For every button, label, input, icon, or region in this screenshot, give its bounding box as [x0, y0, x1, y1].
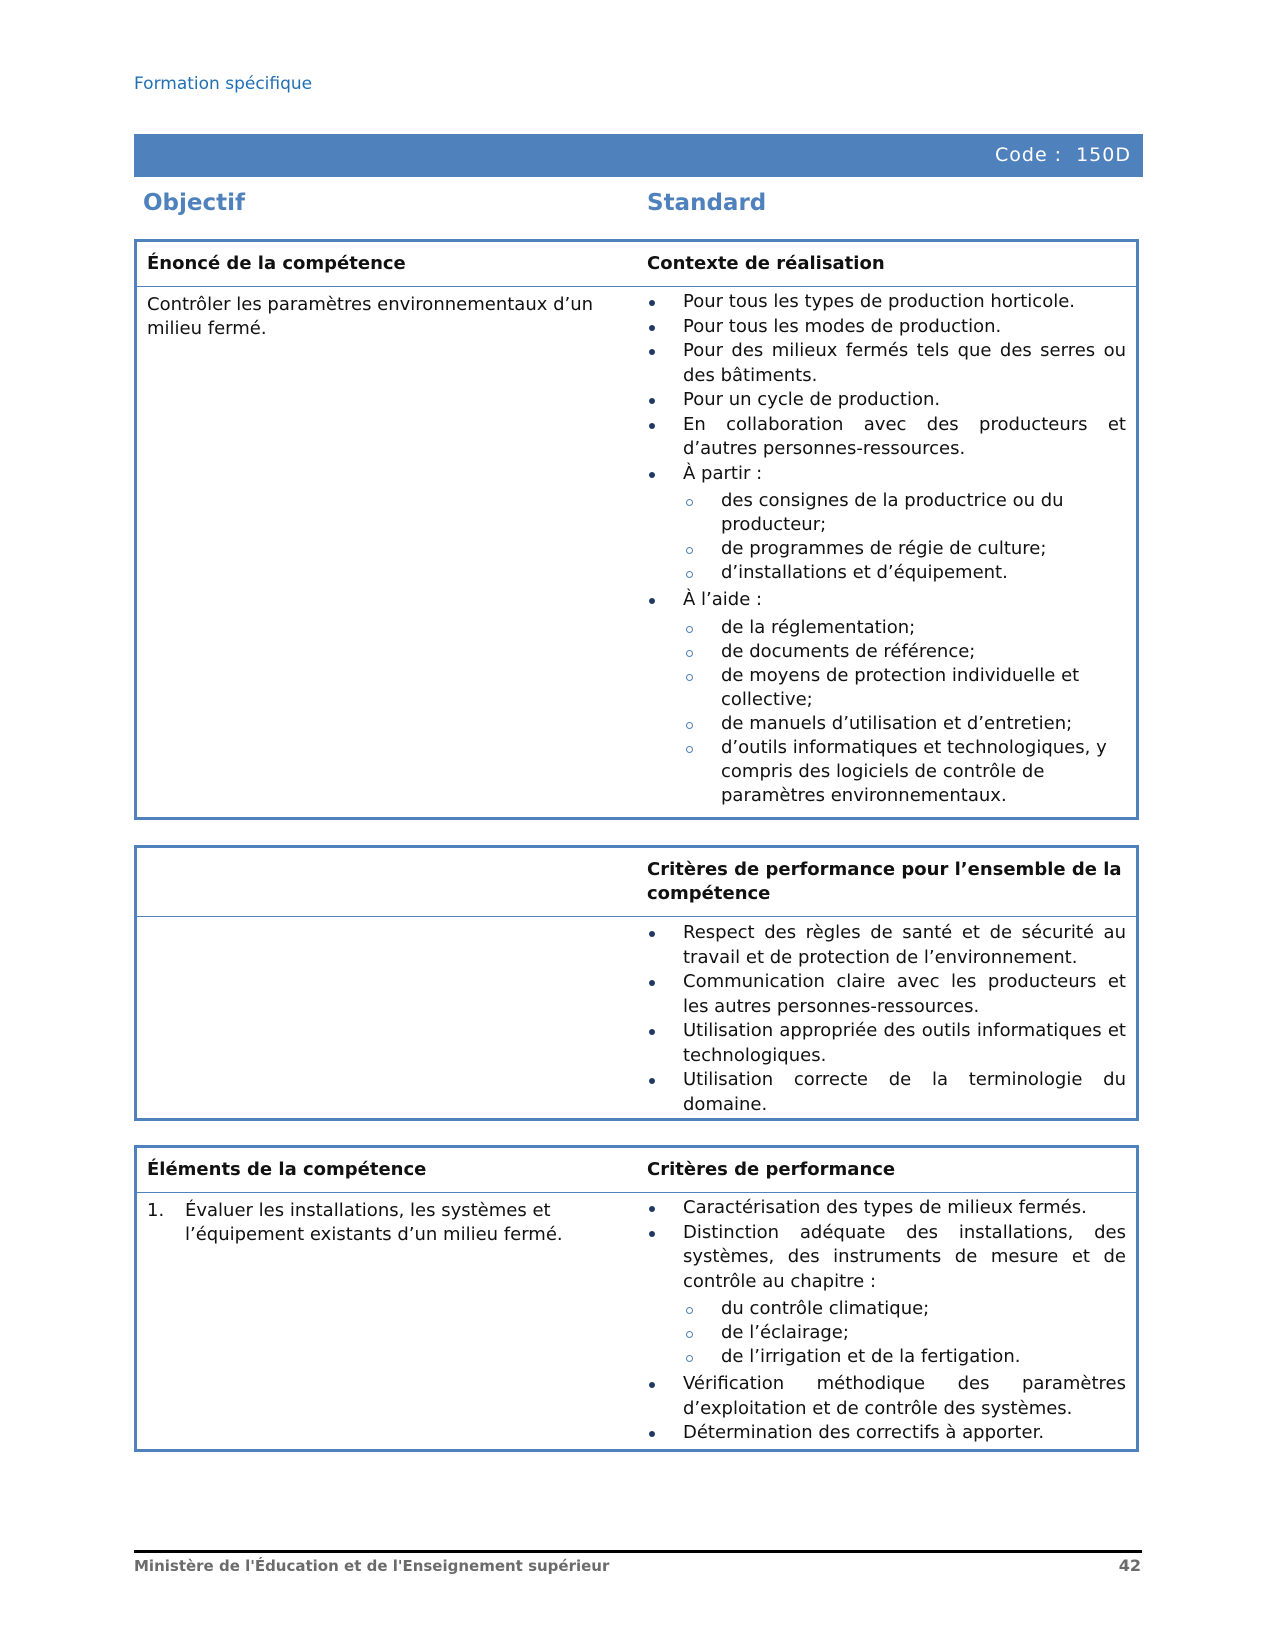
criteria-list	[647, 1196, 1126, 1446]
list-item-text: Pour tous les types de production horticole.	[683, 291, 1076, 312]
empty-cell	[137, 917, 637, 1123]
global-criteria-cell	[637, 917, 1136, 1123]
list-item-text: Vérification méthodique des paramètres d’exploitation et de contrôle des systèmes.	[683, 1373, 1126, 1419]
table-body-row	[137, 1193, 1136, 1452]
running-head: Formation spécifique	[134, 74, 313, 94]
table-header-row	[137, 848, 1136, 917]
list-item	[647, 413, 1126, 462]
elements-criteria-table	[134, 1145, 1139, 1452]
header-contexte: Contexte de réalisation	[647, 253, 885, 274]
list-item	[647, 1421, 1126, 1446]
sub-list-item: de moyens de protection individuelle et collective;	[683, 664, 1126, 712]
page-number: 42	[1118, 1556, 1141, 1575]
header-enonce: Énoncé de la compétence	[147, 253, 406, 274]
sub-list-item: de programmes de régie de culture;	[683, 537, 1126, 561]
element-item	[147, 1199, 597, 1247]
table-body-row	[137, 287, 1136, 817]
sub-list	[683, 1297, 1126, 1369]
context-list	[647, 290, 1126, 808]
list-item-text: Utilisation appropriée des outils informatiques et technologiques.	[683, 1020, 1126, 1066]
sub-list-item: de documents de référence;	[683, 640, 1126, 664]
sub-list-item: des consignes de la productrice ou du producteur;	[683, 489, 1126, 537]
sub-list	[683, 616, 1126, 808]
criteria-cell	[637, 1193, 1136, 1452]
sub-list-item: d’outils informatiques et technologiques, y compris des logiciels de contrôle de paramètres environnementaux.	[683, 736, 1126, 808]
footer-rule	[134, 1550, 1142, 1553]
section-title-standard: Standard	[647, 190, 767, 216]
section-title-objectif: Objectif	[143, 190, 246, 216]
header-criteres-ensemble: Critères de performance pour l’ensemble de la compétence	[647, 859, 1122, 904]
list-item-text: Communication claire avec les producteurs et les autres personnes-ressources.	[683, 971, 1126, 1017]
table-header-row	[137, 242, 1136, 287]
elements-list	[147, 1199, 597, 1247]
global-criteria-list	[647, 921, 1126, 1117]
sub-list-item: de l’éclairage;	[683, 1321, 1126, 1345]
list-item-text: Pour tous les modes de production.	[683, 315, 1002, 337]
list-item-text: Pour un cycle de production.	[683, 389, 941, 410]
list-item	[647, 315, 1126, 340]
list-item-text: Utilisation correcte de la terminologie du domaine.	[683, 1069, 1126, 1115]
list-item	[647, 462, 1126, 586]
footer-publisher: Ministère de l'Éducation et de l'Enseignement supérieur	[134, 1557, 610, 1575]
header-empty	[137, 848, 637, 916]
code-value: 150D	[1076, 144, 1131, 166]
list-item	[647, 1019, 1126, 1068]
list-item	[647, 339, 1126, 388]
list-item-text: Détermination des correctifs à apporter.	[683, 1422, 1045, 1443]
code-bar	[134, 134, 1143, 177]
competence-statement: Contrôler les paramètres environnementaux d’un milieu fermé.	[147, 294, 594, 339]
table-body-row	[137, 917, 1136, 1123]
header-criteres: Critères de performance	[647, 1159, 896, 1180]
sub-list-item: d’installations et d’équipement.	[683, 561, 1126, 585]
list-item	[647, 970, 1126, 1019]
list-item	[647, 290, 1126, 315]
list-item	[647, 921, 1126, 970]
header-elements: Éléments de la compétence	[147, 1159, 427, 1180]
element-text: Évaluer les installations, les systèmes et l’équipement existants d’un milieu fermé.	[185, 1200, 563, 1245]
list-item	[647, 1221, 1126, 1370]
elements-cell	[137, 1193, 637, 1452]
sub-list	[683, 489, 1126, 585]
list-item	[647, 388, 1126, 413]
list-item	[647, 1068, 1126, 1117]
list-item	[647, 1196, 1126, 1221]
code-label-group	[995, 144, 1131, 166]
table-header-row	[137, 1148, 1136, 1193]
sub-list-item: du contrôle climatique;	[683, 1297, 1126, 1321]
list-item	[647, 588, 1126, 808]
list-item-text: En collaboration avec des producteurs et d’autres personnes-ressources.	[683, 413, 1126, 459]
element-number: 1.	[147, 1200, 165, 1221]
sub-list-item: de l’irrigation et de la fertigation.	[683, 1345, 1126, 1369]
context-cell	[637, 287, 1136, 817]
list-item-text: Distinction adéquate des installations, des systèmes, des instruments de mesure et de contrôle au chapitre :	[683, 1221, 1126, 1292]
list-item-text: Caractérisation des types de milieux fermés.	[683, 1197, 1087, 1218]
list-item-text: À partir :	[683, 462, 763, 484]
global-criteria-table	[134, 845, 1139, 1121]
sub-list-item: de la réglementation;	[683, 616, 1126, 640]
sub-list-item: de manuels d’utilisation et d’entretien;	[683, 712, 1126, 736]
list-item-text: Respect des règles de santé et de sécurité au travail et de protection de l’environnement.	[683, 922, 1126, 968]
list-item-text: Pour des milieux fermés tels que des serres ou des bâtiments.	[683, 340, 1126, 386]
competence-context-table	[134, 239, 1139, 820]
list-item	[647, 1372, 1126, 1421]
list-item-text: À l’aide :	[683, 589, 763, 610]
code-label: Code :	[995, 144, 1063, 166]
